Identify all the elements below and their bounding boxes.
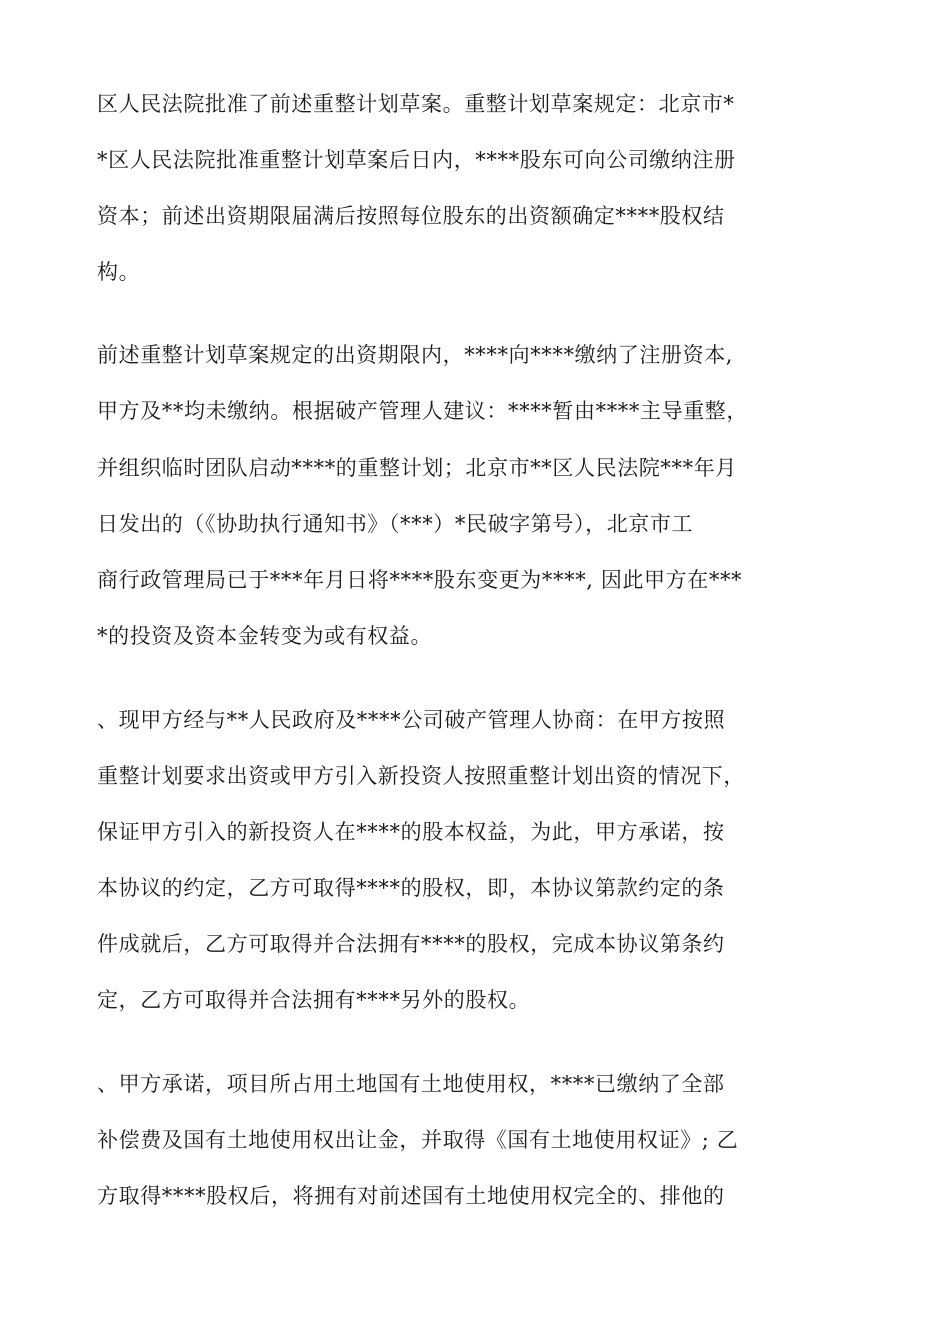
text-line: 甲方及**均未缴纳。根据破产管理人建议：****暂由****主导重整， <box>97 399 748 423</box>
text-line: 重整计划要求出资或甲方引入新投资人按照重整计划出资的情况下， <box>97 764 745 788</box>
text-line: 本协议的约定，乙方可取得****的股权，即，本协议第款约定的条 <box>97 876 725 900</box>
text-line: 保证甲方引入的新投资人在****的股本权益，为此，甲方承诺，按 <box>97 820 725 844</box>
text-line: 件成就后，乙方可取得并合法拥有****的股权，完成本协议第条约 <box>97 932 725 956</box>
text-line: 补偿费及国有土地使用权出让金，并取得《国有土地使用权证》; 乙 <box>97 1128 739 1152</box>
text-line: 商行政管理局已于***年月日将****股东变更为****, 因此甲方在*** <box>97 568 743 592</box>
text-line: 前述重整计划草案规定的出资期限内，****向****缴纳了注册资本, <box>97 343 734 367</box>
text-line: 区人民法院批准了前述重整计划草案。重整计划草案规定：北京市* <box>97 92 735 116</box>
text-line: *区人民法院批准重整计划草案后日内，****股东可向公司缴纳注册 <box>97 148 736 172</box>
text-line: 定，乙方可取得并合法拥有****另外的股权。 <box>97 988 531 1012</box>
text-line: 构。 <box>97 260 141 284</box>
text-line: *的投资及资本金转变为或有权益。 <box>97 624 433 648</box>
text-line: 、现甲方经与**人民政府及****公司破产管理人协商：在甲方按照 <box>97 708 726 732</box>
text-line: 、甲方承诺，项目所占用土地国有土地使用权，****已缴纳了全部 <box>97 1072 725 1096</box>
text-line: 日发出的（《协助执行通知书》（***）*民破字第号），北京市工 <box>97 512 694 536</box>
text-line: 并组织临时团队启动****的重整计划；北京市**区人民法院***年月 <box>97 456 737 480</box>
text-line: 方取得****股权后，将拥有对前述国有土地使用权完全的、排他的 <box>97 1184 725 1208</box>
text-line: 资本；前述出资期限届满后按照每位股东的出资额确定****股权结 <box>97 204 725 228</box>
